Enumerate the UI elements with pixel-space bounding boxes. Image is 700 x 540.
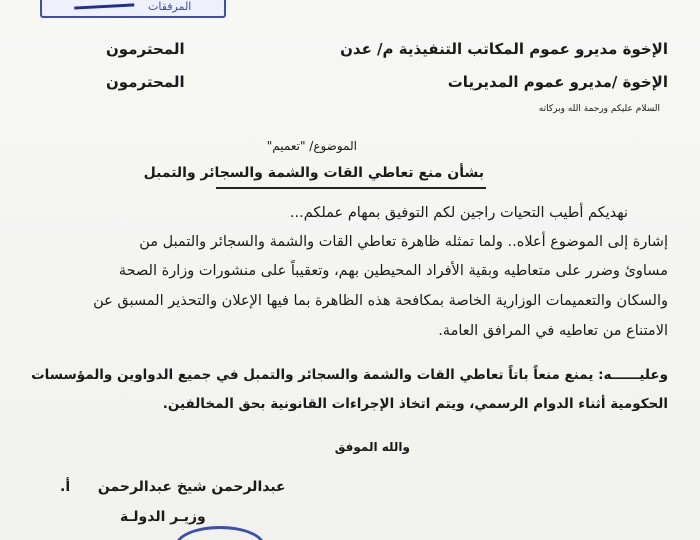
addressee-1: الإخوة مديرو عموم المكاتب التنفيذية م/ عدن bbox=[340, 40, 668, 58]
decision-line-1: وعليــــــه: يمنع منعاً باتاً تعاطي القات والشمة والسجائر والتمبل في جميع الدواوين والمؤسسات bbox=[31, 367, 668, 383]
signer-title: وزيـر الدولـة bbox=[120, 509, 206, 525]
subject-underline bbox=[216, 187, 486, 189]
decision-line-2: الحكومية أثناء الدوام الرسمي، ويتم اتخاذ الإجراءات القانونية بحق المخالفين. bbox=[162, 396, 668, 412]
body-line-3: والسكان والتعميمات الوزارية الخاصة بمكافحة هذه الظاهرة بما فيها الإعلان والتحذير المسبق عن bbox=[93, 293, 668, 309]
signer-name: عبدالرحمن شيخ عبدالرحمن bbox=[97, 479, 286, 495]
addressee-1-honorific: المحترمون bbox=[106, 40, 185, 58]
official-seal bbox=[175, 526, 265, 540]
subject-title: بشأن منع تعاطي القات والشمة والسجائر والتمبل bbox=[143, 165, 484, 181]
body-intro: نهديكم أطيب التحيات راجين لكم التوفيق بمهام عملكم... bbox=[289, 205, 628, 221]
addressee-2-honorific: المحترمون bbox=[106, 73, 185, 91]
closing-text: والله الموفق bbox=[334, 440, 410, 454]
body-line-1: إشارة إلى الموضوع أعلاه.. ولما تمثله ظاهرة تعاطي القات والشمة والسجائر والتمبل من bbox=[139, 234, 668, 250]
stamp-label: المرفقات bbox=[148, 0, 192, 13]
body-line-4: الامتناع من تعاطيه في المرافق العامة. bbox=[438, 323, 668, 339]
subject-label: الموضوع/ "تعميم" bbox=[266, 139, 357, 153]
greeting: السلام عليكم ورحمة الله وبركاته bbox=[538, 104, 660, 114]
body-line-2: مساوئ وضرر على متعاطيه وبقية الأفراد المحيطين بهم، وتعقيباً على منشورات وزارة الصحة bbox=[118, 263, 668, 279]
signer-prefix: أ. bbox=[60, 479, 71, 495]
addressee-2: الإخوة /مديرو عموم المديريات bbox=[447, 73, 668, 91]
signature-block bbox=[60, 479, 286, 495]
